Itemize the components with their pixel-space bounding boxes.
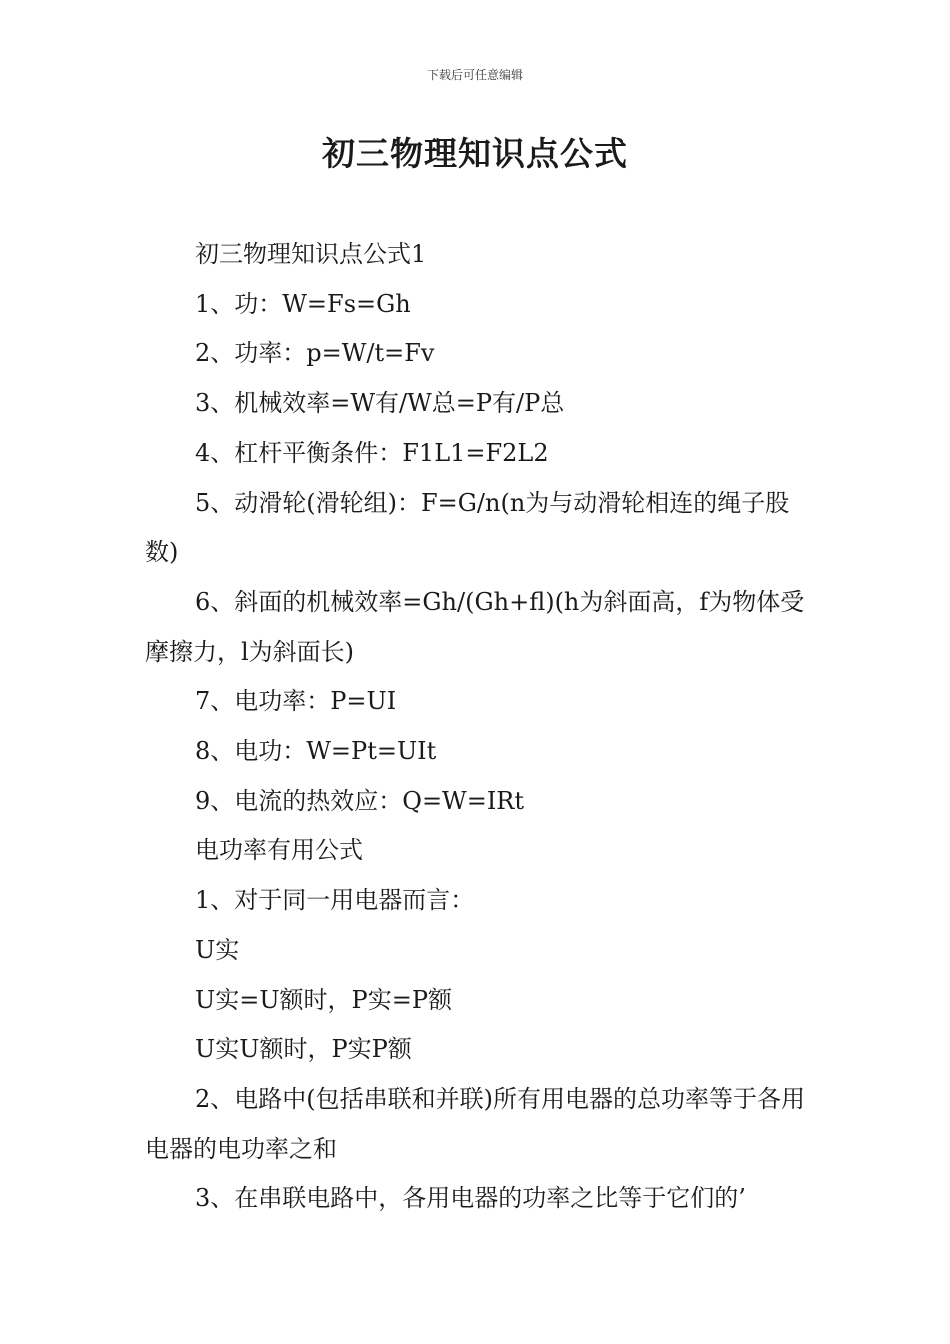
paragraph: 4、杠杆平衡条件：F1L1=F2L2 xyxy=(195,438,549,467)
document-title: 初三物理知识点公式 xyxy=(322,134,628,173)
section-heading: 电功率有用公式 xyxy=(195,836,363,865)
paragraph: 2、功率：p=W/t=Fv xyxy=(195,339,435,368)
paragraph: U实 xyxy=(195,935,240,964)
paragraph: 2、电路中(包括串联和并联)所有用电器的总功率等于各用电器的电功率之和 xyxy=(145,1084,805,1163)
paragraph: 初三物理知识点公式1 xyxy=(195,240,427,268)
paragraph: U实=U额时，P实=P额 xyxy=(195,985,452,1014)
paragraph: 7、电功率：P=UI xyxy=(195,687,397,716)
paragraph: 1、功：W=Fs=Gh xyxy=(195,289,411,318)
paragraph: 3、机械效率=W有/W总=P有/P总 xyxy=(195,389,565,418)
paragraph: 3、在串联电路中，各用电器的功率之比等于它们的’ xyxy=(195,1184,746,1213)
paragraph: 6、斜面的机械效率=Gh/(Gh+fl)(h为斜面高，f为物体受摩擦力，l为斜面长) xyxy=(145,587,805,666)
paragraph: 8、电功：W=Pt=UIt xyxy=(195,737,437,766)
document-body xyxy=(145,230,810,1224)
paragraph: 5、动滑轮(滑轮组)：F=G/n(n为与动滑轮相连的绳子股数) xyxy=(145,488,790,567)
paragraph: U实U额时，P实P额 xyxy=(195,1035,412,1064)
paragraph: 9、电流的热效应：Q=W=IRt xyxy=(195,786,525,815)
header-note: 下载后可任意编辑 xyxy=(426,68,523,82)
paragraph: 1、对于同一用电器而言： xyxy=(195,886,475,915)
